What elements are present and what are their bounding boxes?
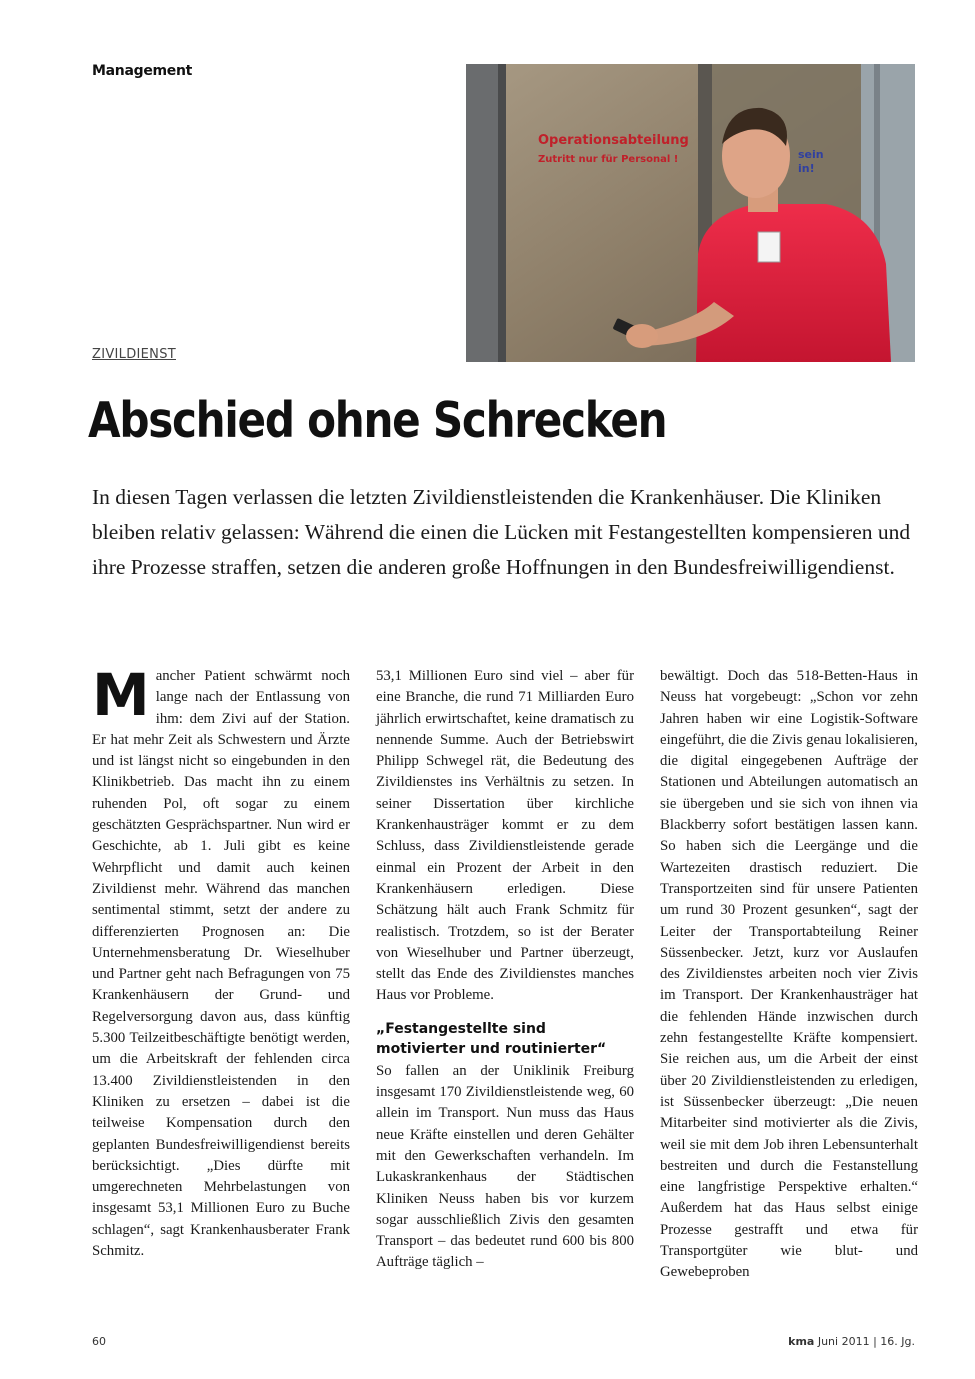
page-number: 60 [92, 1335, 106, 1348]
article-body [92, 661, 918, 1316]
badge [758, 232, 780, 262]
article-lead: In diesen Tagen verlassen die letzten Zivildienstleistenden die Krankenhäuser. Die Kliniken bleiben relativ gelassen: Während die einen die Lücken mit Festangestellten kompensieren und ihre Prozesse straffen, setzen die anderen große Hoffnungen in den Bundesfreiwilligendienst. [92, 485, 911, 579]
drop-cap: M [92, 661, 150, 729]
side-sign-line2: in! [798, 162, 815, 175]
footer-separator: | [873, 1335, 877, 1348]
column-3-text: bewältigt. Doch das 518-Betten-Haus in Neuss hat vorgebeugt: „Schon vor zehn Jahren haben wir eine Logistik-Software eingeführt, die die Zivis genau lokalisieren, die digital eingegebenen Aufträge der Stationen und Abteilungen automatisch an sie übergeben und sie sich von ihnen via Blackberry sofort bestätigen lassen kann. So haben sich die Leergänge und die Wartezeiten drastisch reduziert. Die Transportzeiten sind für unsere Patienten um rund 30 Prozent gesunken“, sagt der Leiter der Transportabteilung Reiner Süssenbecker. Jetzt, kurz vor Auslaufen des Zivildienstes arbeiten noch vier Zivis im Transport. Der Krankenhausträger hat die fehlenden Hände inzwischen durch zehn festangestellte Kräfte kompensiert. Sie reichen aus, um die Arbeit der einst über 20 Zivildienstleistenden zu erledigen, ist Süssenbecker überzeugt: „Die neuen Mitarbeiter sind motivierter als die Zivis, weil sie mit dem Job ihren Lebensunterhalt bestreiten und durch die Festanstellung eine langfristige Perspektive erhalten.“ Außerdem hat das Haus selbst einige Prozesse gestrafft und etwa für Transportgüter wie blut- und Gewebeproben [660, 668, 918, 1281]
article-title: Abschied ohne Schrecken [88, 392, 667, 449]
article-photo [466, 64, 915, 362]
subheading: „Festangestellte sind motivierter und routinierter“ [376, 1020, 607, 1057]
footer-issue-info [788, 1335, 915, 1348]
side-sign-line1: sein [798, 148, 824, 161]
magazine-brand: kma [788, 1335, 815, 1348]
column-2 [376, 666, 634, 1274]
column-1 [92, 661, 350, 1262]
column-3 [660, 666, 918, 1284]
section-label: Management [92, 63, 193, 79]
sign-line2: Zutritt nur für Personal ! [538, 154, 679, 165]
column-1-text: ancher Patient schwärmt noch lange nach der Entlassung von ihm: dem Zivi auf der Station. Er hat mehr Zeit als Schwestern und Ärzte und ist längst nicht so eingebunden in den Klinikbetrieb. Das macht ihn zu einem ruhenden Pol, oft sogar zu einem geschätzten Gesprächspartner. Nun wird er Geschichte, ab 1. Juli gibt es keine Wehrpflicht und damit auch keinen Zivildienst mehr. Während das manchen sentimental stimmt, setzt der andere zu differenzierten Prognosen an: Die Unternehmensberatung Dr. Wieselhuber und Partner geht nach Befragungen von 75 Krankenhäusern der Grund- und Regelversorgung davon aus, dass künftig 5.300 Teilzeitbeschäftigte benötigt werden, um die Arbeitskraft der fehlenden circa 13.400 Zivildienstleistenden in den Kliniken zu ersetzen – dabei ist die teilweise Kompensation durch den geplanten Bundesfreiwilligendienst bereits berücksichtigt. „Dies dürfte mit umgerechneten Mehrbelastungen von insgesamt 53,1 Millionen Euro zu Buche schlagen“, sagt Krankenhausberater Frank Schmitz. [92, 668, 350, 1260]
person-hand [626, 324, 658, 348]
volume: 16. Jg. [880, 1335, 915, 1348]
sign-line1: Operationsabteilung [538, 133, 689, 148]
photo-illustration [466, 64, 915, 362]
person-shirt [696, 204, 891, 362]
issue-date: Juni 2011 [817, 1335, 870, 1348]
article-kicker: ZIVILDIENST [92, 347, 176, 362]
column-2-paragraph-1: 53,1 Millionen Euro sind viel – aber für eine Branche, die rund 71 Milliarden Euro jährlich erwirtschaftet, keine dramatisch zu nennende Summe. Auch der Betriebswirt Philipp Schwegel rät, die Bedeutung des Zivildienstes ins Verhältnis zu setzen. In seiner Dissertation über kirchliche Krankenhausträger kommt er zu dem Schluss, dass Zivildienstleistende gerade einmal ein Prozent der Arbeit in den Krankenhäusern erledigen. Diese Schätzung hält auch Frank Schmitz für realistisch. Trotzdem, so ist der Berater von Wieselhuber und Partner überzeugt, stellt das Ende des Zivildienstes manches Haus vor Probleme. [376, 668, 634, 1004]
column-2-paragraph-2: So fallen an der Uniklinik Freiburg insgesamt 170 Zivildienstleistende weg, 60 allein im Transport. Nun muss das Haus neue Kräfte einstellen und deren Gehälter mit den Gewerkschaften verhandeln. Im Lukaskrankenhaus der Städtischen Kliniken Neuss haben bis vor kurzem sogar ausschließlich Zivis den gesamten Transport – das bedeutet rund 600 bis 800 Aufträge täglich – [376, 1062, 634, 1271]
